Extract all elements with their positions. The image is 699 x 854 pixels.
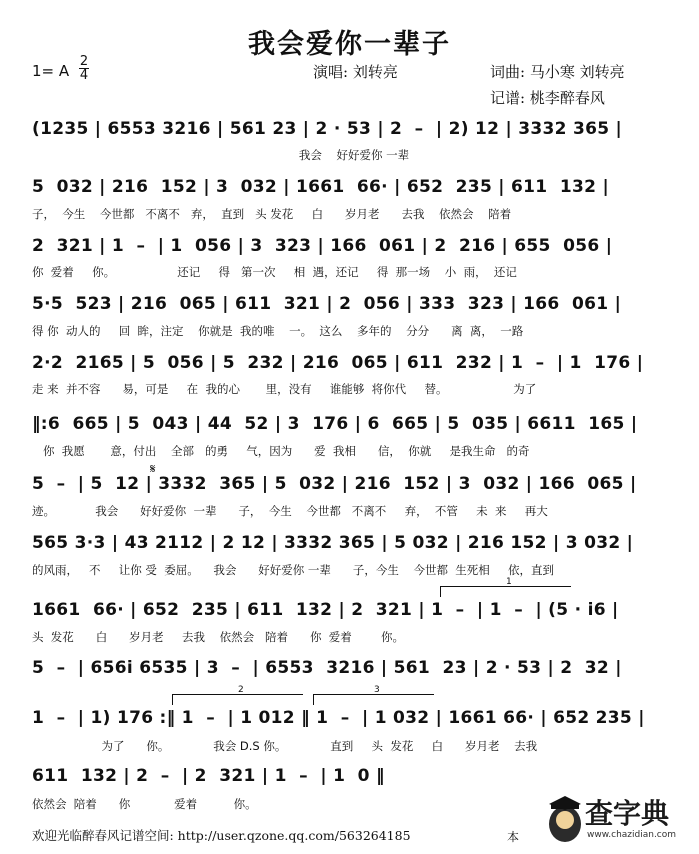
transcriber-credit: [490, 87, 605, 108]
score-row-11-notes: 1 – | 1) 176 :‖ 1 – | 1 012 ‖ 1 – | 1 032 | 1661 66· | 652 235 |: [32, 708, 645, 728]
score-row-3-lyrics: 你 爱着 你。 还记 得 第一次 相 遇，还记 得 那一场 小 雨， 还记: [32, 265, 517, 279]
volta-bracket-3: 3: [313, 694, 434, 705]
segno-sign: 𝄋: [150, 462, 156, 477]
time-signature: [78, 55, 90, 82]
score-row-11-lyrics: 为了 你。 我会 D.S 你。 直到 头 发花 白 岁月老 去我: [32, 739, 538, 753]
lyricist-label: 词曲:: [490, 63, 526, 81]
time-signature-bottom: 4: [79, 68, 89, 83]
volta-bracket-2: 2: [172, 694, 303, 705]
transcriber-name: 桃李醉春风: [529, 89, 605, 107]
score-row-6-lyrics: 你 我愿 意，付出 全部 的勇 气，因为 爱 我相 信， 你就 是我生命 的奇: [32, 444, 530, 458]
page-mark: 本: [507, 830, 520, 844]
score-row-6-notes: ‖:6 665 | 5 043 | 44 52 | 3 176 | 6 665 | 5 035 | 6611 165 |: [32, 414, 638, 434]
score-row-4-lyrics: 得 你 动人的 回 眸，注定 你就是 我的唯 一。 这么 多年的 分分 离 离， 一路: [32, 324, 524, 338]
singer-credit: [313, 61, 398, 82]
score-row-9-notes: 1661 66· | 652 235 | 611 132 | 2 321 | 1 – | 1 – | (5 · i6 |: [32, 600, 619, 620]
score-row-12-notes: 611 132 | 2 – | 2 321 | 1 – | 1 0 ‖: [32, 766, 385, 786]
lyricist-credit: [490, 61, 625, 82]
score-row-1-notes: (1235 | 6553 3216 | 561 23 | 2 · 53 | 2 – | 2) 12 | 3332 365 |: [32, 119, 623, 139]
key-signature: 1= A: [32, 62, 70, 80]
score-row-5-notes: 2·2 2165 | 5 056 | 5 232 | 216 065 | 611 232 | 1 – | 1 176 |: [32, 353, 644, 373]
transcriber-label: 记谱:: [490, 89, 526, 107]
score-row-1-lyrics: 我会 好好爱你 一辈: [32, 148, 410, 162]
logo-text: 查字典: [585, 797, 670, 830]
score-row-7-notes: 5 – | 5 12 | 3332 365 | 5 032 | 216 152 | 3 032 | 166 065 |: [32, 474, 637, 494]
score-row-12-lyrics: 依然会 陪着 你 爱着 你。: [32, 797, 257, 811]
time-signature-top: 2: [79, 54, 89, 69]
score-row-8-lyrics: 的风雨， 不 让你 受 委屈。 我会 好好爱你 一辈 子，今生 今世都 生死相 依，直到: [32, 563, 555, 577]
score-row-3-notes: 2 321 | 1 – | 1 056 | 3 323 | 166 061 | 2 216 | 655 056 |: [32, 236, 613, 256]
score-row-9-lyrics: 头 发花 白 岁月老 去我 依然会 陪着 你 爱着 你。: [32, 630, 405, 644]
singer-label: 演唱:: [313, 63, 349, 81]
singer-name: 刘转亮: [352, 63, 398, 81]
site-logo[interactable]: [541, 790, 691, 848]
score-row-5-lyrics: 走 来 并不容 易，可是 在 我的心 里，没有 谁能够 将你代 替。 为了: [32, 382, 537, 396]
score-row-4-notes: 5·5 523 | 216 065 | 611 321 | 2 056 | 333 323 | 166 061 |: [32, 294, 622, 314]
lyricist-name: 马小寒 刘转亮: [529, 63, 625, 81]
score-row-2-lyrics: 子， 今生 今世都 不离不 弃， 直到 头 发花 白 岁月老 去我 依然会 陪着: [32, 207, 512, 221]
song-title: 我会爱你一辈子: [248, 29, 451, 60]
score-row-7-lyrics: 迹。 我会 好好爱你 一辈 子， 今生 今世都 不离不 弃， 不管 未 来 再大: [32, 504, 548, 518]
score-row-8-notes: 565 3·3 | 43 2112 | 2 12 | 3332 365 | 5 032 | 216 152 | 3 032 |: [32, 533, 634, 553]
score-row-2-notes: 5 032 | 216 152 | 3 032 | 1661 66· | 652 235 | 611 132 |: [32, 177, 609, 197]
logo-url: www.chazidian.com: [587, 830, 677, 840]
footer-credit: 欢迎光临醉春风记谱空间: http://user.qzone.qq.com/563264185: [32, 828, 411, 843]
score-row-10-notes: 5 – | 656i 6535 | 3 – | 6553 3216 | 561 23 | 2 · 53 | 2 32 |: [32, 658, 622, 678]
volta-bracket-1: 1: [440, 586, 571, 597]
